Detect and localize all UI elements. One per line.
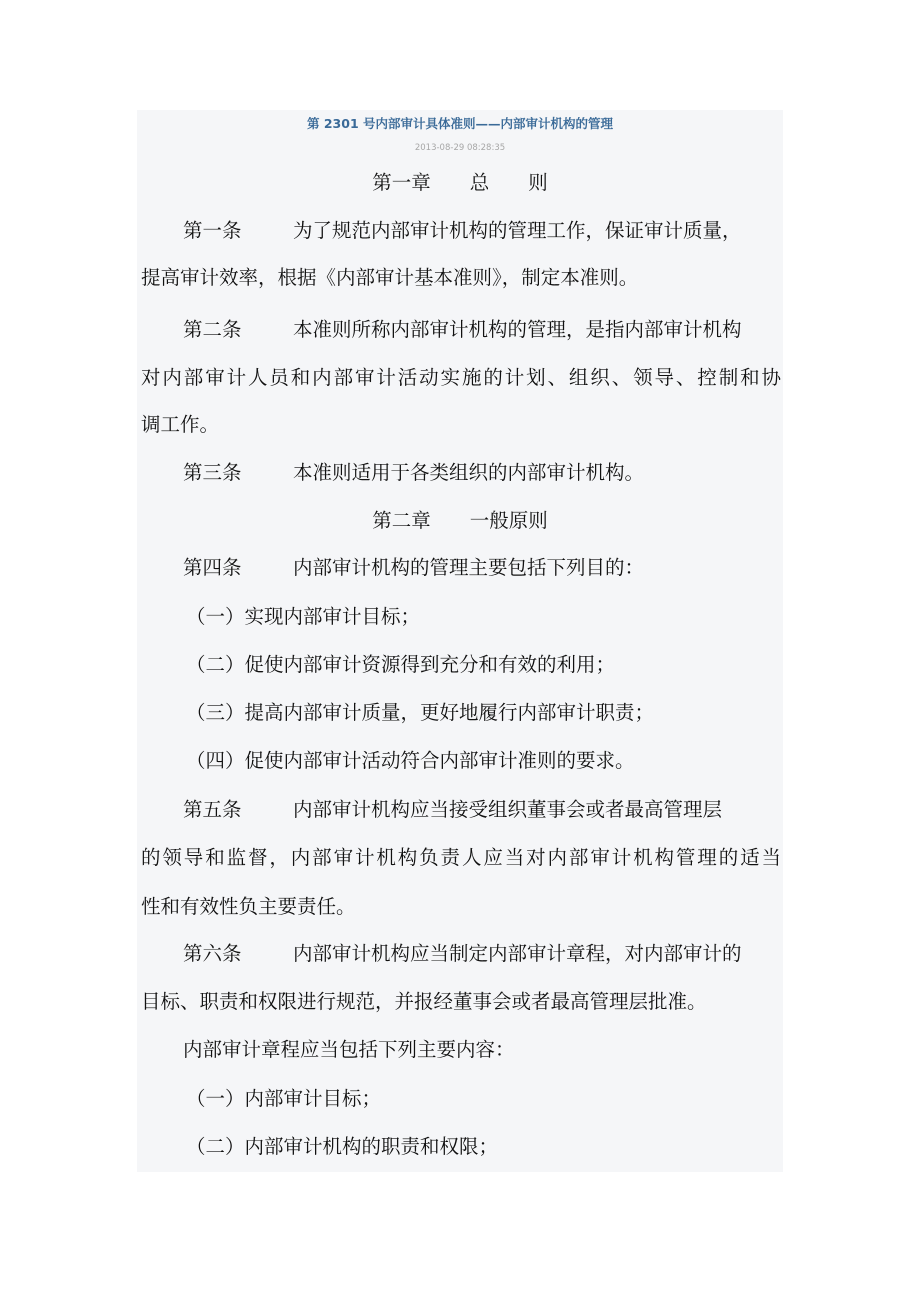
article-label: 第六条 <box>183 942 242 965</box>
document-title: 第 2301 号内部审计具体准则——内部审计机构的管理 <box>307 116 613 131</box>
publish-timestamp: 2013-08-29 08:28:35 <box>414 143 506 153</box>
article-text: 内部审计章程应当包括下列主要内容： <box>183 1038 515 1061</box>
article-line <box>141 939 783 969</box>
article-text: 本准则所称内部审计机构的管理，是指内部审计机构 <box>293 318 742 341</box>
list-item: （二）促使内部审计资源得到充分和有效的利用； <box>186 653 616 676</box>
article-text: 调工作。 <box>141 413 220 436</box>
article-line <box>141 553 783 583</box>
list-item: （二）内部审计机构的职责和权限； <box>186 1135 499 1158</box>
list-item: （一）内部审计目标； <box>186 1087 382 1110</box>
article-text: 提高审计效率，根据《内部审计基本准则》，制定本准则。 <box>141 266 639 289</box>
article-label: 第五条 <box>183 798 242 821</box>
article-text: 内部审计机构应当制定内部审计章程，对内部审计的 <box>293 942 742 965</box>
article-label: 第二条 <box>183 318 242 341</box>
article-line <box>141 795 783 825</box>
list-item: （三）提高内部审计质量，更好地履行内部审计职责； <box>186 701 655 724</box>
article-label: 第四条 <box>183 556 242 579</box>
chapter-heading: 第二章 一般原则 <box>372 509 548 532</box>
article-text: 的领导和监督，内部审计机构负责人应当对内部审计机构管理的适当 <box>141 846 781 869</box>
chapter-heading: 第一章 总 则 <box>372 171 548 194</box>
article-text: 本准则适用于各类组织的内部审计机构。 <box>293 461 645 484</box>
article-text: 对内部审计人员和内部审计活动实施的计划、组织、领导、控制和协 <box>141 366 781 389</box>
article-line <box>141 458 783 488</box>
article-text: 目标、职责和权限进行规范，并报经董事会或者最高管理层批准。 <box>141 990 707 1013</box>
article-text: 内部审计机构应当接受组织董事会或者最高管理层 <box>293 798 723 821</box>
article-text: 内部审计机构的管理主要包括下列目的： <box>293 556 645 579</box>
article-label: 第一条 <box>183 219 242 242</box>
document-page <box>137 110 783 1172</box>
article-label: 第三条 <box>183 461 242 484</box>
article-line <box>141 315 783 345</box>
list-item: （一）实现内部审计目标； <box>186 605 421 628</box>
article-line <box>141 216 783 246</box>
article-text: 性和有效性负主要责任。 <box>141 895 356 918</box>
article-text: 为了规范内部审计机构的管理工作，保证审计质量， <box>293 219 742 242</box>
list-item: （四）促使内部审计活动符合内部审计准则的要求。 <box>186 749 635 772</box>
